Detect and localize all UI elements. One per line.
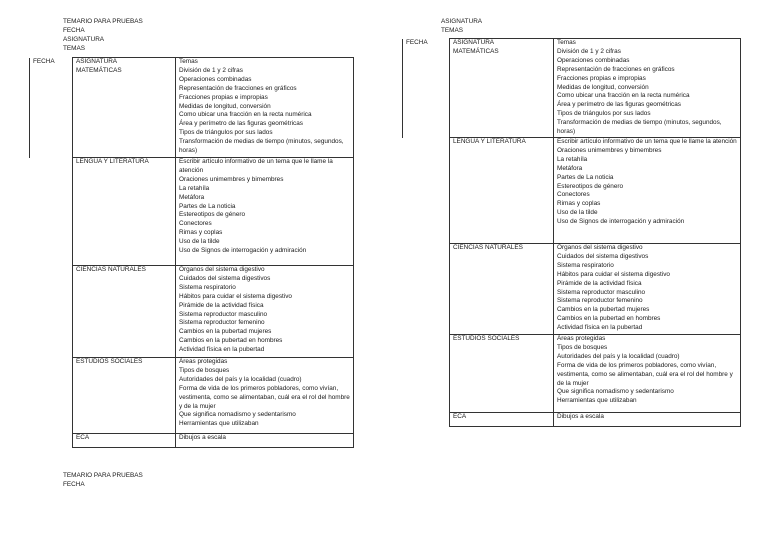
text-line: Órganos del sistema digestivo bbox=[179, 266, 265, 273]
subject-topics bbox=[176, 158, 354, 266]
text-line: Medidas de longitud, conversión bbox=[179, 102, 271, 110]
header-line: TEMAS bbox=[441, 26, 464, 34]
text-line: Actividad física en la pubertad bbox=[179, 346, 265, 354]
text-line: Temas bbox=[179, 58, 198, 65]
text-line: Tipos de triángulos por sus lados bbox=[179, 129, 273, 137]
text-line: Rimas y coplas bbox=[179, 229, 223, 237]
right-header bbox=[441, 18, 482, 36]
text-line: Sistema reproductor masculino bbox=[179, 310, 268, 318]
subject-topics bbox=[554, 138, 741, 244]
text-line: Representación de fracciones en gráficos bbox=[557, 65, 675, 73]
fecha-cell: FECHA bbox=[30, 58, 73, 158]
text-line: Estereotipos de género bbox=[557, 182, 624, 190]
subject-topics bbox=[176, 266, 354, 358]
text-line: Cuidados del sistema digestivos bbox=[179, 274, 271, 282]
text-line: Tipos de triángulos por sus lados bbox=[557, 110, 651, 118]
text-line: Cambios en la pubertad en hombres bbox=[179, 337, 283, 345]
text-line: División de 1 y 2 cifras bbox=[179, 66, 243, 74]
text-line: ASIGNATURA bbox=[453, 39, 495, 46]
right-topics-table bbox=[402, 38, 741, 427]
subject-name bbox=[73, 58, 176, 158]
text-line: Sistema reproductor femenino bbox=[179, 319, 265, 327]
text-line: Medidas de longitud, conversión bbox=[557, 83, 649, 91]
left-header bbox=[63, 18, 143, 54]
text-line: Herramientas que utilizaban bbox=[179, 420, 259, 428]
text-line: Que significa nomadismo y sedentarismo bbox=[557, 388, 674, 396]
fecha-cell: FECHA bbox=[403, 39, 450, 138]
subject-topics bbox=[176, 358, 354, 434]
text-line: Sistema respiratorio bbox=[557, 261, 614, 269]
subject-name: ESTUDIOS SOCIALES bbox=[450, 335, 554, 413]
text-line: Área y perímetro de las figuras geométricas bbox=[179, 120, 303, 128]
header-line: TEMAS bbox=[63, 44, 86, 52]
text-line: Fracciones propias e impropias bbox=[557, 74, 646, 82]
text-line: Metáfora bbox=[557, 164, 583, 172]
text-line: Uso de la tilde bbox=[557, 209, 598, 217]
text-line: Actividad física en la pubertad bbox=[557, 324, 643, 332]
subject-name: ECA bbox=[450, 413, 554, 427]
text-line: Transformación de medias de tiempo (minutos, segundos, horas) bbox=[179, 138, 344, 155]
text-line: Como ubicar una fracción en la recta numérica bbox=[179, 111, 312, 119]
text-line: Cuidados del sistema digestivos bbox=[557, 252, 649, 260]
text-line: Uso de Signos de interrogación y admiración bbox=[557, 218, 685, 226]
text-line: Área y perímetro de las figuras geométricas bbox=[557, 101, 681, 109]
text-line: Sistema reproductor femenino bbox=[557, 297, 643, 305]
text-line: Partes de La noticia bbox=[179, 202, 236, 210]
text-line: Partes de La noticia bbox=[557, 173, 614, 181]
text-line: Cambios en la pubertad mujeres bbox=[179, 328, 272, 336]
header-line: ASIGNATURA bbox=[63, 35, 105, 43]
text-line: Sistema respiratorio bbox=[179, 283, 236, 291]
text-line: Temas bbox=[557, 39, 576, 46]
text-line: Forma de vida de los primeros pobladores, como vivían, vestimenta, como se alimentaban, cuál era el rol del hombre y de la mujer bbox=[179, 384, 350, 410]
text-line: Escribir artículo informativo de un tema que le llame la atención bbox=[179, 158, 333, 174]
subject-topics: Dibujos a escala bbox=[554, 413, 741, 427]
subject-topics bbox=[176, 58, 354, 158]
text-line: Tipos de bosques bbox=[179, 366, 230, 374]
subject-topics bbox=[554, 39, 741, 138]
subject-name: LENGUA Y LITERATURA bbox=[450, 138, 554, 244]
header-line: FECHA bbox=[63, 26, 85, 34]
text-line: Operaciones combinadas bbox=[557, 56, 630, 64]
text-line: Cambios en la pubertad en hombres bbox=[557, 315, 661, 323]
text-line: Operaciones combinadas bbox=[179, 75, 252, 83]
text-line: Autoridades del país y la localidad (cuadro) bbox=[179, 375, 302, 383]
text-line: Conectores bbox=[179, 220, 212, 228]
text-line: División de 1 y 2 cifras bbox=[557, 47, 621, 55]
text-line: Sistema reproductor masculino bbox=[557, 288, 646, 296]
text-line: Pirámide de la actividad física bbox=[179, 301, 264, 309]
text-line: La retahíla bbox=[557, 155, 588, 163]
subject-name: CIENCIAS NATURALES bbox=[450, 244, 554, 335]
left-topics-table bbox=[29, 57, 354, 448]
text-line: Hábitos para cuidar el sistema digestivo bbox=[179, 292, 292, 300]
footer-line: TEMARIO PARA PRUEBAS bbox=[63, 472, 143, 479]
text-line: Conectores bbox=[557, 191, 590, 199]
header-line: ASIGNATURA bbox=[441, 18, 483, 25]
text-line: MATEMÁTICAS bbox=[76, 66, 122, 74]
text-line: Autoridades del país y la localidad (cuadro) bbox=[557, 352, 680, 360]
subject-topics: Dibujos a escala bbox=[176, 434, 354, 448]
text-line: Áreas protegidas bbox=[179, 358, 228, 365]
text-line: Que significa nomadismo y sedentarismo bbox=[179, 411, 296, 419]
text-line: Hábitos para cuidar el sistema digestivo bbox=[557, 270, 670, 278]
text-line: Estereotipos de género bbox=[179, 211, 246, 219]
text-line: Rimas y coplas bbox=[557, 200, 601, 208]
text-line: Oraciones unimembres y bimembres bbox=[557, 146, 662, 154]
text-line: Transformación de medias de tiempo (minutos, segundos, horas) bbox=[557, 119, 722, 136]
subject-name: ECA bbox=[73, 434, 176, 448]
subject-name: ESTUDIOS SOCIALES bbox=[73, 358, 176, 434]
text-line: Uso de Signos de interrogación y admiración bbox=[179, 247, 307, 255]
subject-topics bbox=[554, 335, 741, 413]
subject-name bbox=[450, 39, 554, 138]
text-line: Como ubicar una fracción en la recta numérica bbox=[557, 92, 690, 100]
subject-name: LENGUA Y LITERATURA bbox=[73, 158, 176, 266]
text-line: Forma de vida de los primeros pobladores, como vivían, vestimenta, como se alimentaban, cuál era el rol del hombre y de la mujer bbox=[557, 361, 733, 387]
text-line: Áreas protegidas bbox=[557, 335, 606, 342]
subject-topics bbox=[554, 244, 741, 335]
text-line: Escribir artículo informativo de un tema que le llame la atención bbox=[557, 138, 737, 145]
text-line: Órganos del sistema digestivo bbox=[557, 244, 643, 251]
text-line: Cambios en la pubertad mujeres bbox=[557, 306, 650, 314]
left-footer bbox=[63, 472, 143, 490]
text-line: MATEMÁTICAS bbox=[453, 47, 499, 55]
text-line: La retahíla bbox=[179, 184, 210, 192]
text-line: Uso de la tilde bbox=[179, 238, 220, 246]
text-line: Pirámide de la actividad física bbox=[557, 279, 642, 287]
text-line: ASIGNATURA bbox=[76, 58, 118, 65]
text-line: Oraciones unimembres y bimembres bbox=[179, 175, 284, 183]
text-line: Metáfora bbox=[179, 193, 205, 201]
text-line: Tipos de bosques bbox=[557, 343, 608, 351]
header-line: TEMARIO PARA PRUEBAS bbox=[63, 18, 143, 25]
text-line: Representación de fracciones en gráficos bbox=[179, 84, 297, 92]
text-line: Fracciones propias e impropias bbox=[179, 93, 268, 101]
subject-name: CIENCIAS NATURALES bbox=[73, 266, 176, 358]
text-line: Herramientas que utilizaban bbox=[557, 397, 637, 405]
footer-line: FECHA bbox=[63, 480, 85, 488]
